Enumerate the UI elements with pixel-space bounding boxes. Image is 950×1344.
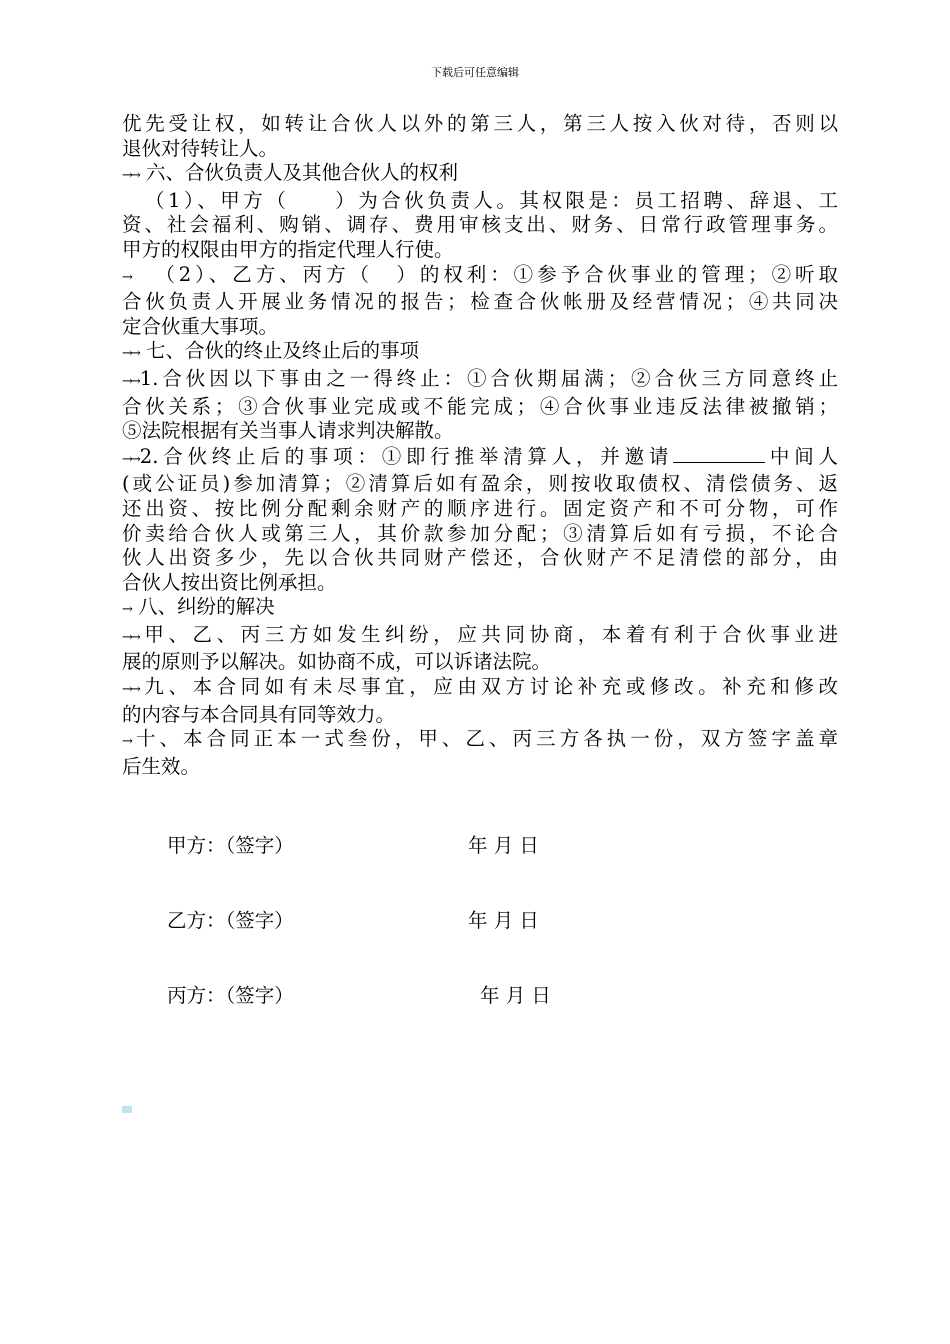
body-line: →→ 甲、乙、丙三方如发生纠纷，应共同协商，本着有利于合伙事业进 — [122, 622, 838, 646]
signature-label: 乙方：（签字） — [167, 909, 294, 932]
signature-date: 年 月 日 — [468, 834, 539, 857]
body-line: 合伙负责人开展业务情况的报告；检查合伙帐册及经营情况；④共同决 — [122, 290, 838, 314]
signature-line-party-a — [167, 834, 539, 858]
page-header: 下载后可任意编辑 — [431, 66, 519, 79]
body-line: 后生效。 — [122, 754, 201, 778]
tab-arrow-icon: → — [122, 269, 130, 285]
tab-arrow-icon: →→ — [122, 629, 138, 645]
body-line: （1）、甲方（ ）为合伙负责人。其权限是：员工招聘、辞退、工 — [141, 188, 838, 212]
body-line: 的内容与本合同具有同等效力。 — [122, 702, 396, 726]
tab-arrow-icon: →→ — [122, 168, 138, 184]
blank-fill-line — [673, 444, 765, 463]
signature-date: 年 月 日 — [480, 984, 551, 1007]
body-line: → 十、本合同正本一式叁份，甲、乙、丙三方各执一份，双方签字盖章 — [122, 727, 838, 751]
body-line: →→ 2.合伙终止后的事项：①即行推举清算人，并邀请 中间人 — [122, 444, 838, 468]
body-line: 合伙人按出资比例承担。 — [122, 570, 337, 594]
body-line: 定合伙重大事项。 — [122, 314, 279, 338]
tab-arrow-icon: →→ — [122, 451, 138, 467]
signature-line-party-c — [167, 984, 551, 1008]
body-line: 甲方的权限由甲方的指定代理人行使。 — [122, 237, 454, 261]
signature-line-party-b — [167, 909, 539, 933]
signature-date: 年 月 日 — [468, 909, 539, 932]
body-line: 退伙对待转让人。 — [122, 136, 279, 160]
body-line: 伙人出资多少，先以合伙共同财产偿还，合伙财产不足清偿的部分，由 — [122, 546, 838, 570]
body-line: ⑤法院根据有关当事人请求判决解散。 — [122, 419, 454, 443]
body-line: 合伙关系；③合伙事业完成或不能完成；④合伙事业违反法律被撤销； — [122, 394, 838, 418]
section-heading: → 八、纠纷的解决 — [122, 595, 275, 619]
tab-arrow-icon: →→ — [122, 682, 138, 698]
tab-arrow-icon: →→ — [122, 373, 138, 389]
section-heading: →→ 七、合伙的终止及终止后的事项 — [122, 339, 420, 363]
body-line: 展的原则予以解决。如协商不成，可以诉诸法院。 — [122, 650, 552, 674]
section-heading: →→ 六、合伙负责人及其他合伙人的权利 — [122, 161, 459, 185]
page-marker — [122, 1106, 132, 1113]
body-line: 价卖给合伙人或第三人，其价款参加分配；③清算后如有亏损，不论合 — [122, 521, 838, 545]
contract-body — [122, 112, 838, 779]
body-line: 资、社会福利、购销、调存、费用审核支出、财务、日常行政管理事务。 — [122, 213, 838, 237]
body-line: →→ 1.合伙因以下事由之一得终止：①合伙期届满；②合伙三方同意终止 — [122, 366, 838, 390]
body-line: → （2）、乙方、丙方（ ）的权利：①参予合伙事业的管理；②听取 — [122, 262, 838, 286]
tab-arrow-icon: →→ — [122, 346, 138, 362]
signature-label: 丙方：（签字） — [167, 984, 294, 1007]
tab-arrow-icon: → — [122, 734, 130, 750]
body-line: 优先受让权，如转让合伙人以外的第三人，第三人按入伙对待，否则以 — [122, 112, 838, 135]
body-line: (或公证员)参加清算；②清算后如有盈余，则按收取债权、清偿债务、返 — [122, 472, 838, 496]
signature-label: 甲方：（签字） — [167, 834, 294, 857]
tab-arrow-icon: → — [122, 602, 130, 618]
body-line: →→ 九、本合同如有未尽事宜，应由双方讨论补充或修改。补充和修改 — [122, 675, 838, 699]
body-line: 还出资、按比例分配剩余财产的顺序进行。固定资产和不可分物，可作 — [122, 496, 838, 520]
